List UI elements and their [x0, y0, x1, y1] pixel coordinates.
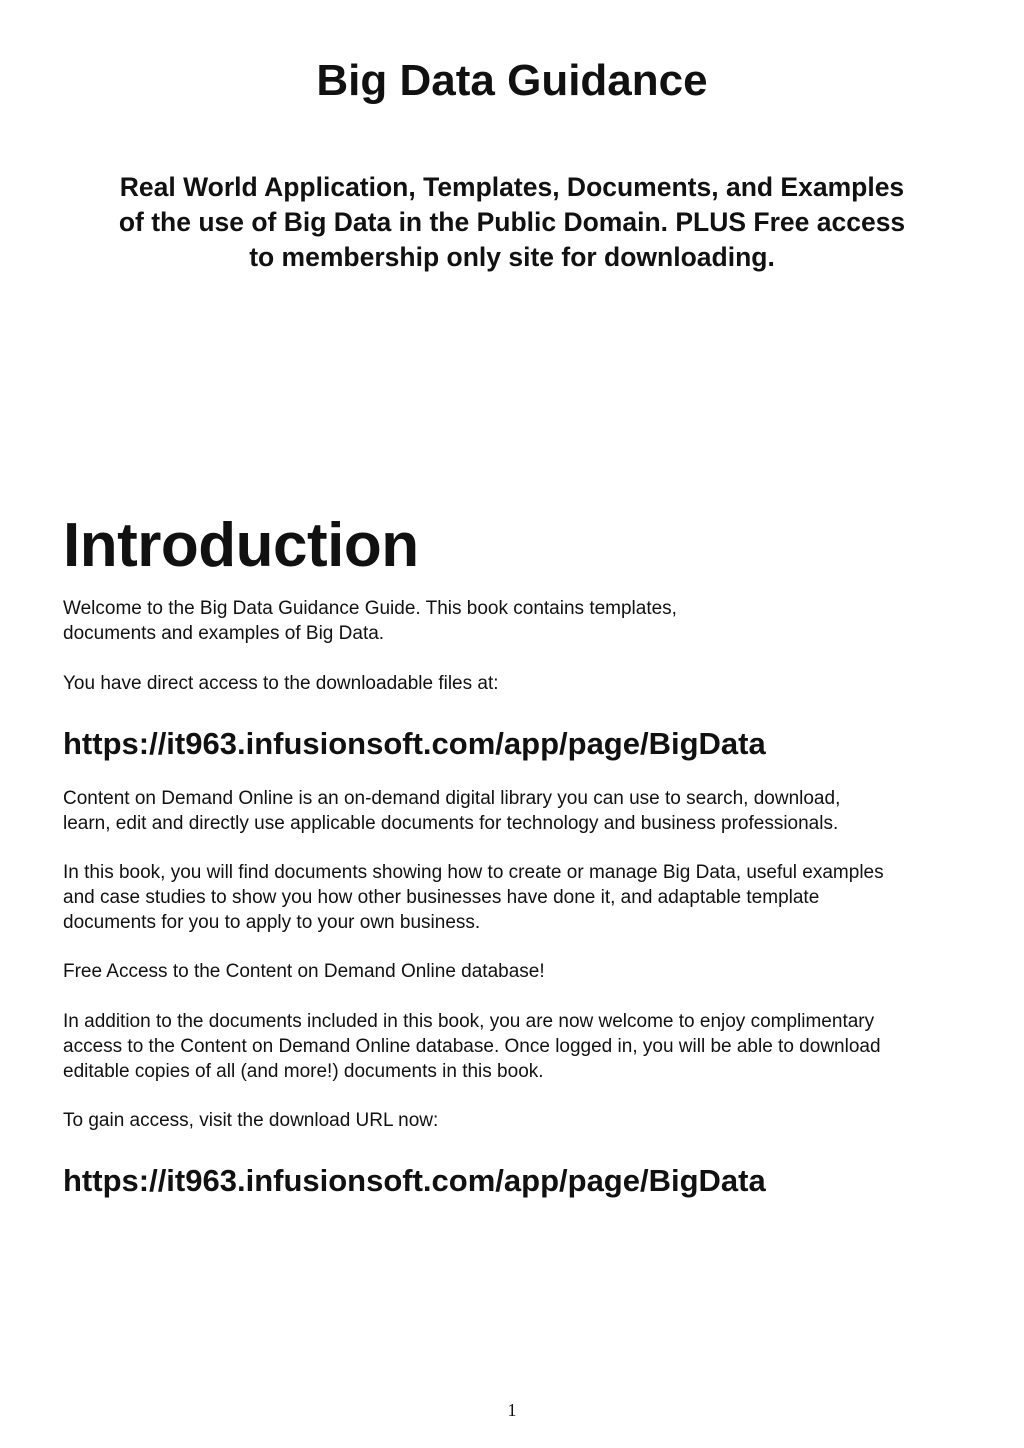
- paragraph-welcome: [63, 596, 963, 646]
- paragraph-content-on-demand: [63, 786, 963, 836]
- paragraph-in-addition: [63, 1009, 963, 1084]
- paragraph-line: documents and examples of Big Data.: [63, 623, 385, 644]
- subtitle-line: Real World Application, Templates, Documents, and Examples: [119, 172, 905, 202]
- paragraph-line: You have direct access to the downloadable files at:: [63, 673, 499, 694]
- download-url-link[interactable]: https://it963.infusionsoft.com/app/page/BigData: [63, 1163, 766, 1198]
- document-title: Big Data Guidance: [316, 56, 708, 105]
- paragraph-line: and case studies to show you how other businesses have done it, and adaptable template: [63, 887, 820, 908]
- subtitle-line: to membership only site for downloading.: [249, 242, 775, 272]
- paragraph-line: documents for you to apply to your own business.: [63, 912, 481, 933]
- paragraph-gain-access: [63, 1108, 963, 1133]
- paragraph-free-access: [63, 959, 963, 984]
- page-number: 1: [507, 1400, 517, 1420]
- paragraph-line: In addition to the documents included in this book, you are now welcome to enjoy complimentary: [63, 1011, 875, 1032]
- paragraph-direct-access: [63, 671, 963, 696]
- download-url-link[interactable]: https://it963.infusionsoft.com/app/page/BigData: [63, 726, 766, 761]
- paragraph-line: access to the Content on Demand Online database. Once logged in, you will be able to download: [63, 1036, 881, 1057]
- document-subtitle: [70, 170, 954, 275]
- section-heading-introduction: Introduction: [63, 511, 419, 580]
- paragraph-line: Content on Demand Online is an on-demand digital library you can use to search, download,: [63, 788, 841, 809]
- paragraph-line: To gain access, visit the download URL now:: [63, 1110, 439, 1131]
- paragraph-line: Free Access to the Content on Demand Online database!: [63, 961, 545, 982]
- paragraph-line: Welcome to the Big Data Guidance Guide. This book contains templates,: [63, 598, 677, 619]
- paragraph-in-this-book: [63, 860, 963, 935]
- paragraph-line: In this book, you will find documents showing how to create or manage Big Data, useful examples: [63, 862, 884, 883]
- paragraph-line: editable copies of all (and more!) documents in this book.: [63, 1061, 544, 1082]
- subtitle-line: of the use of Big Data in the Public Domain. PLUS Free access: [118, 207, 906, 237]
- paragraph-line: learn, edit and directly use applicable documents for technology and business professionals.: [63, 813, 839, 834]
